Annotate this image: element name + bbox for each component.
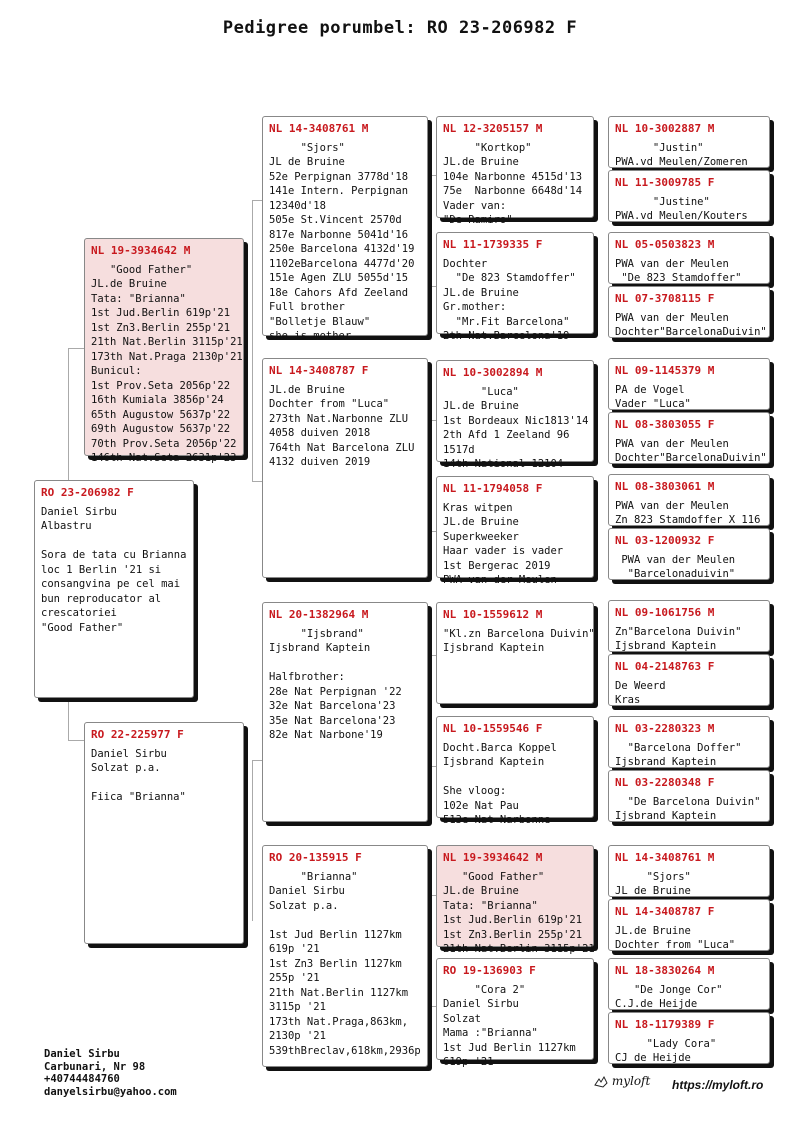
breeder-phone: +40744484760 — [44, 1073, 120, 1085]
breeder-name: Daniel Sirbu — [44, 1048, 120, 1060]
ring-number: NL 19-3934642 M — [91, 244, 191, 257]
pigeon-card-sire[interactable] — [84, 238, 244, 464]
card-line: "Justin" — [615, 141, 704, 154]
ring-number: NL 10-3002887 M — [615, 122, 715, 135]
card-line: Ijsbrand Kaptein — [615, 756, 717, 768]
card-line: loc 1 Berlin '21 si — [41, 563, 162, 576]
card-line: "De Ramiro" — [443, 214, 513, 226]
card-line: 14th National 12104 — [443, 458, 564, 470]
card-line: 35e Nat Barcelona'23 — [269, 714, 396, 727]
card-line — [91, 776, 243, 791]
website-link[interactable]: https://myloft.ro — [672, 1078, 764, 1092]
pigeon-card-g16[interactable] — [608, 1012, 770, 1064]
card-line: 141e Intern. Perpignan — [269, 185, 409, 197]
card-line: JL.de Bruine — [615, 924, 691, 937]
card-line: "Kl.zn Barcelona Duivin" — [443, 627, 595, 640]
pigeon-card-g6[interactable] — [608, 412, 770, 464]
card-line: Haar vader is vader — [443, 545, 564, 557]
card-line: 16th Kumiala 3856p'24 — [91, 394, 224, 406]
myloft-logo — [594, 1074, 650, 1089]
card-line: 70th Prov.Seta 2056p'22 — [91, 437, 237, 450]
card-line: CJ de Heijde — [615, 1052, 691, 1064]
ring-number: NL 11-1739335 F — [443, 238, 543, 251]
ring-number: NL 04-2148763 F — [615, 660, 715, 673]
pigeon-card-g9[interactable] — [608, 600, 770, 652]
ring-number: NL 10-1559546 F — [443, 722, 543, 735]
card-line: "Sjors" — [615, 870, 691, 883]
card-line: 146th Nat.Seta 2631p'23 — [91, 452, 237, 464]
card-line: JL.de Bruine — [443, 885, 519, 897]
card-line: "De Barcelona Duivin" — [615, 795, 761, 808]
ring-number: NL 18-1179389 F — [615, 1018, 715, 1031]
ring-number: NL 08-3803061 M — [615, 480, 715, 493]
card-line: 1102eBarcelona 4477d'20 — [269, 257, 415, 270]
card-line: "Cora 2" — [443, 983, 526, 996]
card-line: 65th Augustow 5637p'22 — [91, 408, 231, 421]
card-line: "De 823 Stamdoffer" — [615, 272, 742, 284]
card-line: 102e Nat Pau — [443, 799, 519, 812]
ring-number: NL 03-2280348 F — [615, 776, 715, 789]
card-line: JL de Bruine — [615, 885, 691, 897]
pigeon-card-dam-dam[interactable] — [262, 845, 428, 1067]
card-line: 12340d'18 — [269, 199, 326, 212]
card-line: 173th Nat.Praga 2130p'21 — [91, 350, 243, 363]
breeder-email[interactable]: danyelsirbu@yahoo.com — [44, 1085, 177, 1098]
ring-number: NL 14-3408787 F — [269, 364, 369, 377]
card-line: 21th Nat.Berlin 3115p'21 — [443, 943, 595, 955]
card-line: Fiica "Brianna" — [91, 791, 186, 803]
pigeon-card-g8[interactable] — [608, 528, 770, 580]
card-line: 1st Bergerac 2019 — [443, 559, 551, 572]
pigeon-card-g11[interactable] — [608, 716, 770, 768]
card-line: JL de Bruine — [269, 156, 345, 168]
card-line: 75e Narbonne 6648d'14 — [443, 185, 583, 197]
ring-number: NL 10-3002894 M — [443, 366, 543, 379]
card-line: 1st Zn3.Berlin 255p'21 — [443, 928, 583, 941]
card-line: JL.de Bruine — [443, 156, 519, 168]
card-line: bun reproducator al — [41, 592, 162, 605]
breeder-address: Carbunari, Nr 98 — [44, 1060, 146, 1073]
ring-number: NL 12-3205157 M — [443, 122, 543, 135]
card-line: "Justine" — [615, 195, 710, 208]
card-line: JL.de Bruine — [269, 383, 345, 396]
card-line: 1517d — [443, 443, 475, 456]
card-line: Dochter"BarcelonaDuivin" — [615, 452, 767, 464]
card-line: Full brother — [269, 301, 345, 313]
card-line: "Luca" — [443, 385, 519, 398]
card-line: 1st Jud.Berlin 619p'21 — [443, 914, 583, 926]
card-line: Daniel Sirbu — [91, 747, 167, 760]
card-line: "Ijsbrand" — [269, 627, 364, 640]
pigeon-card-ssd[interactable] — [436, 232, 594, 342]
pigeon-card-g10[interactable] — [608, 654, 770, 706]
connector-line — [68, 700, 85, 741]
logo-text: myloft — [611, 1074, 651, 1088]
card-line: Zn 823 Stamdoffer X 116 — [615, 514, 761, 526]
card-line: 2130p '21 — [269, 1030, 326, 1042]
breeder-contact — [44, 1048, 177, 1098]
card-line: consangvina pe cel mai — [41, 578, 181, 590]
card-line: 21th Nat.Berlin 1127km — [269, 986, 409, 999]
card-line: 3115p '21 — [269, 1001, 326, 1013]
ring-number: RO 23-206982 F — [41, 486, 134, 499]
card-line: 2th Nat.Barcelona'19 — [443, 330, 570, 342]
card-line: she is mother — [269, 330, 352, 342]
card-line: "Bolletje Blauw" — [269, 315, 371, 328]
card-line: Ijsbrand Kaptein — [615, 810, 717, 822]
card-line: Halfbrother: — [269, 671, 345, 683]
card-line: Solzat — [443, 1012, 481, 1025]
pigeon-card-g4[interactable] — [608, 286, 770, 338]
card-line: 539thBreclav,618km,2936p — [269, 1044, 421, 1057]
page-title: Pedigree porumbel: RO 23-206982 F — [222, 18, 578, 38]
pigeon-card-sss[interactable] — [436, 116, 594, 226]
card-line: "Barcelona Doffer" — [615, 741, 742, 754]
ring-number: NL 09-1061756 M — [615, 606, 715, 619]
ring-number: NL 03-1200932 F — [615, 534, 715, 547]
card-line: PWA van der Meulen — [443, 574, 557, 586]
card-line: "Mr.Fit Barcelona" — [443, 315, 570, 328]
card-line: 273th Nat.Narbonne ZLU — [269, 412, 409, 425]
card-line: JL.de Bruine — [443, 286, 519, 299]
card-line: Tata: "Brianna" — [443, 899, 538, 912]
pigeon-card-g1[interactable] — [608, 116, 770, 168]
card-line: Vader van: — [443, 199, 507, 212]
pigeon-card-sds[interactable] — [436, 360, 594, 470]
card-line: Ijsbrand Kaptein — [615, 640, 717, 652]
card-line: 151e Agen ZLU 5055d'15 — [269, 272, 409, 284]
card-line: 1st Jud Berlin 1127km — [269, 928, 402, 941]
card-line: Zn"Barcelona Duivin" — [615, 625, 742, 638]
card-line: 69th Augustow 5637p'22 — [91, 423, 231, 435]
card-line — [269, 656, 427, 671]
card-line: 1st Jud.Berlin 619p'21 — [91, 307, 231, 319]
pigeon-card-g3[interactable] — [608, 232, 770, 284]
ring-number: NL 20-1382964 M — [269, 608, 369, 621]
ring-number: NL 11-1794058 F — [443, 482, 543, 495]
card-line: Daniel Sirbu — [443, 998, 519, 1010]
pigeon-card-sdd[interactable] — [436, 476, 594, 586]
ring-number: RO 22-225977 F — [91, 728, 184, 741]
card-line: 513e Nat Narbonne — [443, 814, 551, 826]
card-line — [41, 534, 193, 549]
card-line: Ijsbrand Kaptein — [443, 642, 545, 654]
card-line: 1st Zn3.Berlin 255p'21 — [91, 321, 231, 334]
card-line: 255p '21 — [269, 972, 320, 984]
pigeon-card-g12[interactable] — [608, 770, 770, 822]
card-line: Ijsbrand Kaptein — [269, 642, 371, 654]
card-line: Kras witpen — [443, 501, 513, 514]
card-line: PWA.vd Meulen/Kouters — [615, 210, 748, 222]
card-line: Docht.Barca Koppel — [443, 741, 557, 754]
card-line: 21th Nat.Berlin 3115p'21 — [91, 336, 243, 348]
card-line: Solzat p.a. — [91, 762, 161, 774]
ring-number: NL 14-3408787 F — [615, 905, 715, 918]
card-line: PWA van der Meulen — [615, 499, 729, 512]
pigeon-card-ddd[interactable] — [436, 958, 594, 1068]
ring-number: NL 09-1145379 M — [615, 364, 715, 377]
ring-number: RO 20-135915 F — [269, 851, 362, 864]
card-line: 1st Bordeaux Nic1813'14 — [443, 414, 589, 427]
card-line — [443, 770, 593, 785]
card-line: "De 823 Stamdoffer" — [443, 272, 576, 284]
pigeon-card-sire-dam[interactable] — [262, 358, 428, 578]
card-line: Ijsbrand Kaptein — [443, 756, 545, 768]
card-line: 104e Narbonne 4515d'13 — [443, 170, 583, 183]
card-line: Superkweeker — [443, 530, 519, 543]
card-line: JL.de Bruine — [91, 278, 167, 290]
pigeon-card-dam[interactable] — [84, 722, 244, 944]
card-line: "Good Father" — [91, 263, 193, 276]
ring-number: NL 08-3803055 F — [615, 418, 715, 431]
card-line: 619p '21 — [443, 1056, 494, 1068]
pigeon-card-g2[interactable] — [608, 170, 770, 222]
pigeon-card-dam-sire[interactable] — [262, 602, 428, 822]
card-line: "Lady Cora" — [615, 1037, 717, 1050]
card-line: Tata: "Brianna" — [91, 292, 186, 305]
card-line: Dochter"BarcelonaDuivin" — [615, 326, 767, 338]
pigeon-card-g15[interactable] — [608, 958, 770, 1010]
card-line: 4132 duiven 2019 — [269, 456, 371, 468]
card-line: 250e Barcelona 4132d'19 — [269, 243, 415, 255]
card-line: 619p '21 — [269, 943, 320, 955]
card-line: 32e Nat Barcelona'23 — [269, 700, 396, 712]
card-line — [269, 913, 427, 928]
pigeon-card-sire-sire[interactable] — [262, 116, 428, 342]
card-line: 4058 duiven 2018 — [269, 427, 371, 439]
ring-number: NL 05-0503823 M — [615, 238, 715, 251]
pigeon-card-g7[interactable] — [608, 474, 770, 526]
card-line: Mama :"Brianna" — [443, 1027, 538, 1039]
card-line: 764th Nat Barcelona ZLU — [269, 441, 415, 454]
card-line: 1st Zn3 Berlin 1127km — [269, 957, 402, 970]
card-line: "Barcelonaduivin" — [615, 568, 736, 580]
ring-number: NL 03-2280323 M — [615, 722, 715, 735]
card-line: Albastru — [41, 520, 92, 532]
card-line: 817e Narbonne 5041d'16 — [269, 228, 409, 241]
pigeon-card-g14[interactable] — [608, 899, 770, 951]
card-line: Vader "Luca" — [615, 398, 691, 410]
card-line: Bunicul: — [91, 365, 142, 377]
card-line: 52e Perpignan 3778d'18 — [269, 170, 409, 183]
card-line: 1st Prov.Seta 2056p'22 — [91, 379, 231, 392]
pigeon-card-g5[interactable] — [608, 358, 770, 410]
card-line: She vloog: — [443, 785, 507, 797]
ring-number: NL 11-3009785 F — [615, 176, 715, 189]
card-line: Daniel Sirbu — [269, 885, 345, 897]
card-line: "Good Father" — [443, 870, 545, 883]
card-line: Dochter — [443, 257, 488, 270]
card-line: "Kortkop" — [443, 141, 532, 154]
card-line: "Brianna" — [269, 870, 358, 883]
card-line: PWA van der Meulen — [615, 257, 729, 270]
card-line: 505e St.Vincent 2570d — [269, 214, 402, 226]
card-line: Sora de tata cu Brianna — [41, 549, 187, 561]
card-line: crescatoriei — [41, 607, 117, 619]
card-line: C.J.de Heijde — [615, 998, 698, 1010]
ring-number: NL 14-3408761 M — [615, 851, 715, 864]
ring-number: NL 07-3708115 F — [615, 292, 715, 305]
connector-line — [68, 348, 85, 483]
card-line: "Good Father" — [41, 621, 124, 634]
pigeon-card-dss[interactable] — [436, 602, 594, 704]
card-line: Daniel Sirbu — [41, 505, 117, 518]
card-line: 82e Nat Narbone'19 — [269, 729, 383, 741]
card-line: JL.de Bruine — [443, 400, 519, 412]
card-line: JL.de Bruine — [443, 516, 519, 528]
card-line: 18e Cahors Afd Zeeland — [269, 286, 409, 299]
card-line: PWA.vd Meulen/Zomeren — [615, 156, 748, 168]
card-line: "De Jonge Cor" — [615, 983, 723, 996]
ring-number: NL 18-3830264 M — [615, 964, 715, 977]
pigeon-card-subject[interactable] — [34, 480, 194, 698]
ring-number: NL 10-1559612 M — [443, 608, 543, 621]
pigeon-card-dsd[interactable] — [436, 716, 594, 826]
card-line: Solzat p.a. — [269, 899, 339, 912]
card-line: De Weerd — [615, 679, 666, 692]
card-line: PWA van der Meulen — [615, 311, 729, 324]
card-line: Dochter from "Luca" — [269, 398, 390, 410]
card-line: 28e Nat Perpignan '22 — [269, 685, 402, 698]
pigeon-icon — [594, 1075, 608, 1089]
card-line: 2th Afd 1 Zeeland 96 — [443, 429, 570, 441]
pigeon-card-dds[interactable] — [436, 845, 595, 955]
card-line: 173th Nat.Praga,863km, — [269, 1015, 409, 1028]
card-line: Gr.mother: — [443, 301, 507, 313]
pigeon-card-g13[interactable] — [608, 845, 770, 897]
card-line: PWA van der Meulen — [615, 553, 736, 566]
card-line: PWA van der Meulen — [615, 437, 729, 450]
card-line: Kras — [615, 694, 641, 706]
card-line: 1st Jud Berlin 1127km — [443, 1041, 576, 1054]
card-line: "Sjors" — [269, 141, 345, 154]
card-line: Dochter from "Luca" — [615, 939, 736, 951]
ring-number: NL 19-3934642 M — [443, 851, 543, 864]
ring-number: RO 19-136903 F — [443, 964, 536, 977]
ring-number: NL 14-3408761 M — [269, 122, 369, 135]
card-line: PA de Vogel — [615, 383, 685, 396]
